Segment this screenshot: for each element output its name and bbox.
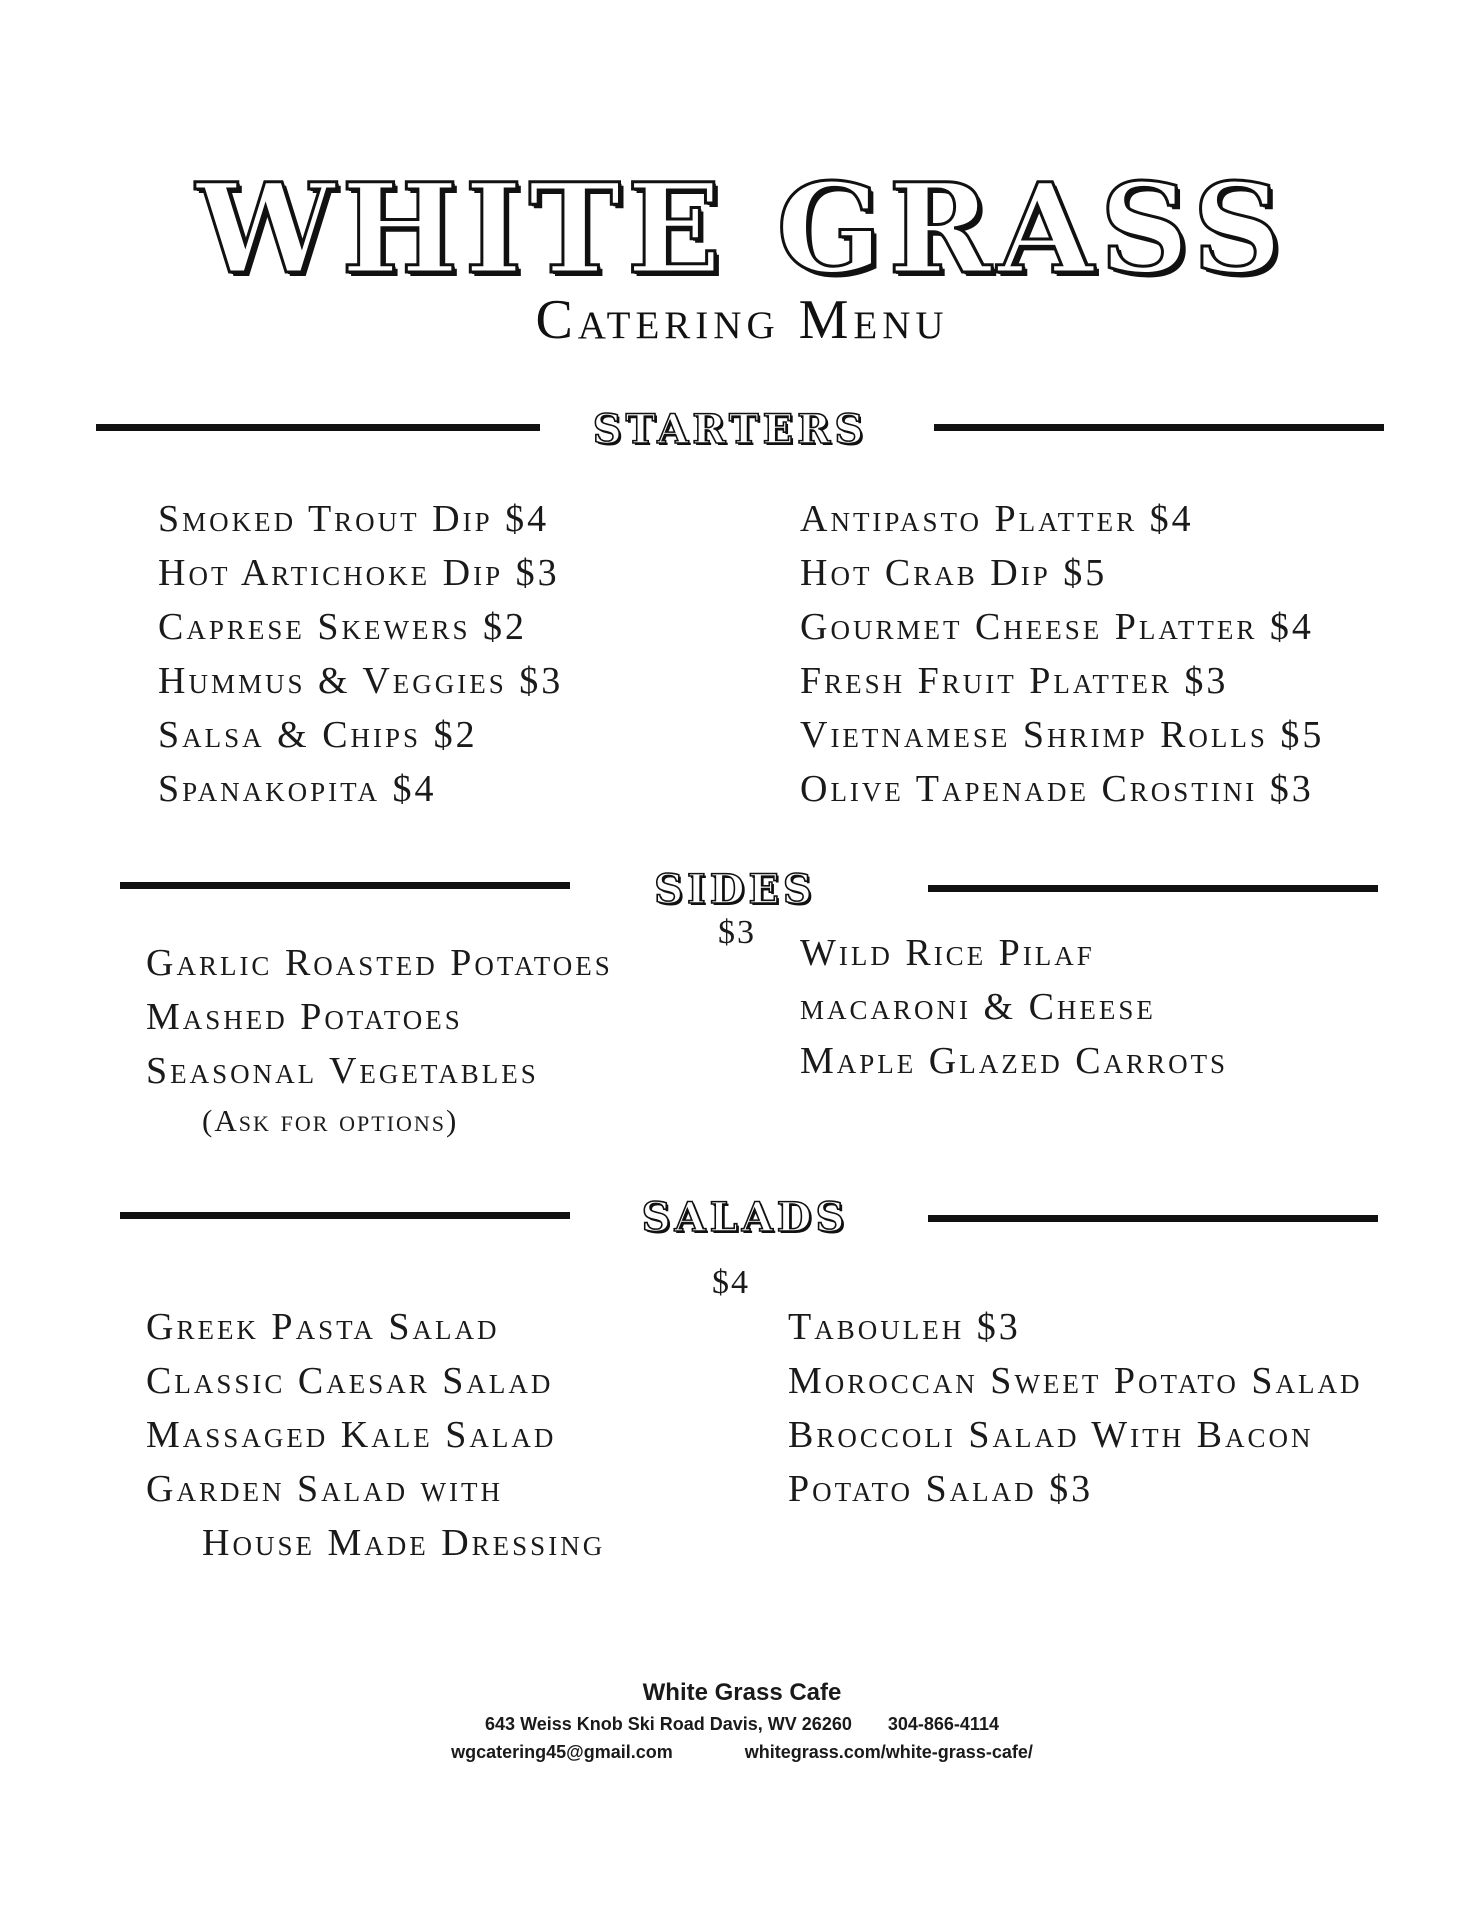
salads-right-list	[788, 1300, 1363, 1516]
footer-phone[interactable]: 304-866-4114	[887, 1714, 999, 1734]
list-item: Garden Salad with	[146, 1468, 504, 1510]
sides-rule-right	[928, 885, 1378, 892]
sides-note: (Ask for options)	[202, 1103, 459, 1138]
list-item: Salsa & Chips $2	[158, 714, 478, 756]
list-item: macaroni & Cheese	[800, 986, 1156, 1028]
salads-heading: SALADS	[641, 1194, 849, 1241]
brand-title: WHITE GRASS	[196, 157, 1288, 302]
sides-heading: SIDES	[654, 866, 816, 913]
footer-contact-line	[0, 1710, 1484, 1738]
sides-left-list	[146, 936, 613, 1144]
list-item: Wild Rice Pilaf	[800, 932, 1095, 974]
list-item: Maple Glazed Carrots	[800, 1040, 1229, 1082]
footer	[0, 1676, 1484, 1766]
list-item: Tabouleh $3	[788, 1306, 1021, 1348]
list-item: Caprese Skewers $2	[158, 606, 527, 648]
list-item-continuation: House Made Dressing	[202, 1522, 606, 1564]
menu-subtitle: Catering Menu	[535, 289, 949, 351]
list-item: Olive Tapenade Crostini $3	[800, 768, 1314, 810]
list-item: Vietnamese Shrimp Rolls $5	[800, 714, 1325, 756]
starters-rule-left	[96, 424, 540, 431]
footer-web-line	[0, 1738, 1484, 1766]
list-item: Classic Caesar Salad	[146, 1360, 554, 1402]
list-item: Massaged Kale Salad	[146, 1414, 557, 1456]
list-item: Mashed Potatoes	[146, 996, 463, 1038]
list-item: Antipasto Platter $4	[800, 498, 1194, 540]
starters-left-list	[158, 492, 563, 816]
sides-rule-left	[120, 882, 570, 889]
salads-left-list	[146, 1300, 605, 1570]
list-item: Greek Pasta Salad	[146, 1306, 500, 1348]
footer-address: 643 Weiss Knob Ski Road Davis, WV 26260	[485, 1714, 852, 1734]
list-item: Hot Artichoke Dip $3	[158, 552, 560, 594]
list-item: Gourmet Cheese Platter $4	[800, 606, 1314, 648]
list-item: Broccoli Salad With Bacon	[788, 1414, 1314, 1456]
list-item: Potato Salad $3	[788, 1468, 1094, 1510]
list-item: Hot Crab Dip $5	[800, 552, 1108, 594]
footer-cafe-name: White Grass Cafe	[642, 1679, 842, 1706]
salads-price: $4	[712, 1264, 750, 1301]
salads-rule-right	[928, 1215, 1378, 1222]
list-item: Hummus & Veggies $3	[158, 660, 564, 702]
list-item: Spanakopita $4	[158, 768, 437, 810]
starters-heading: STARTERS	[592, 406, 868, 453]
list-item: Seasonal Vegetables	[146, 1050, 539, 1092]
footer-website[interactable]: whitegrass.com/white-grass-cafe/	[744, 1742, 1033, 1762]
list-item: Smoked Trout Dip $4	[158, 498, 550, 540]
footer-email[interactable]: wgcatering45@gmail.com	[451, 1742, 673, 1762]
starters-right-list	[800, 492, 1324, 816]
list-item: Fresh Fruit Platter $3	[800, 660, 1229, 702]
sides-price: $3	[718, 914, 756, 951]
salads-rule-left	[120, 1212, 570, 1219]
list-item: Garlic Roasted Potatoes	[146, 942, 613, 984]
list-item: Moroccan Sweet Potato Salad	[788, 1360, 1363, 1402]
sides-right-list	[800, 926, 1228, 1088]
starters-rule-right	[934, 424, 1384, 431]
